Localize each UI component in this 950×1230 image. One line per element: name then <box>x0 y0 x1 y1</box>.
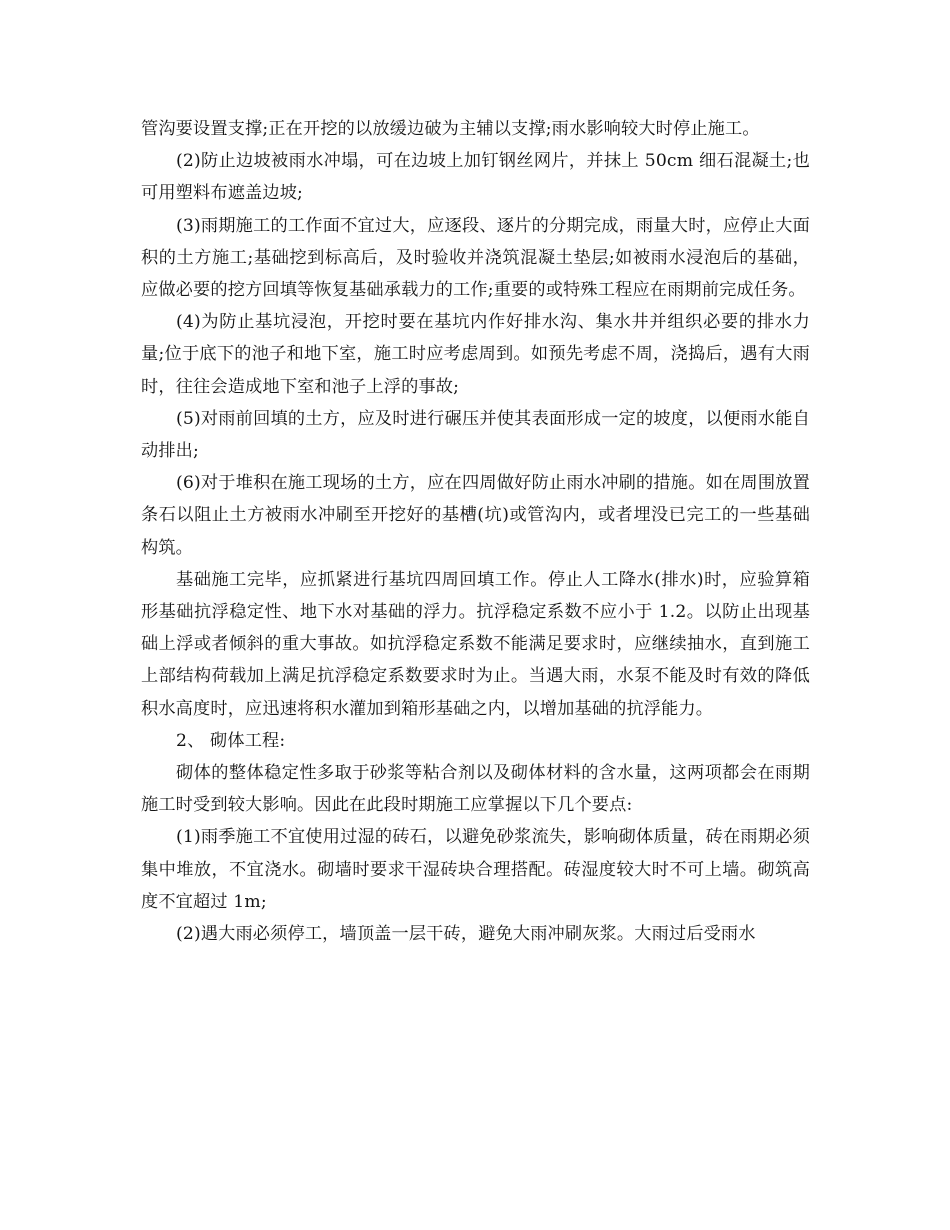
paragraph-item-5: (5)对雨前回填的土方，应及时进行碾压并使其表面形成一定的坡度，以便雨水能自动排出; <box>141 408 810 462</box>
paragraph-foundation-backfill: 基础施工完毕，应抓紧进行基坑四周回填工作。停止人工降水(排水)时，应验算箱形基础抗浮稳定性、地下水对基础的浮力。抗浮稳定系数不应小于 1.2。以防止出现基础上浮或者倾斜的重大事故。如抗浮稳定系数不能满足要求时，应继续抽水，直到施工上部结构荷载加上满足抗浮稳定系数要求时为止。当遇大雨，水泵不能及时有效的降低积水高度时，应迅速将积水灌加到箱形基础之内，以增加基础的抗浮能力。 <box>141 569 810 719</box>
paragraph-item-6: (6)对于堆积在施工现场的土方，应在四周做好防止雨水冲刷的措施。如在周围放置条石以阻止土方被雨水冲刷至开挖好的基槽(坑)或管沟内，或者埋没已完工的一些基础构筑。 <box>141 473 810 558</box>
section-heading-masonry: 2、 砌体工程: <box>176 730 286 751</box>
paragraph-continuation: 管沟要设置支撑;正在开挖的以放缓边破为主辅以支撑;雨水影响较大时停止施工。 <box>141 119 760 139</box>
paragraph-item-4: (4)为防止基坑浸泡，开挖时要在基坑内作好排水沟、集水井并组织必要的排水力量;位于底下的池子和地下室，施工时应考虑周到。如预先考虑不周，浇捣后，遇有大雨时，往往会造成地下室和池子上浮的事故; <box>141 312 810 397</box>
paragraph-masonry-intro: 砌体的整体稳定性多取于砂浆等粘合剂以及砌体材料的含水量，这两项都会在雨期施工时受到较大影响。因此在此段时期施工应掌握以下几个要点: <box>141 763 810 816</box>
paragraph-item-3: (3)雨期施工的工作面不宜过大，应逐段、逐片的分期完成，雨量大时，应停止大面积的土方施工;基础挖到标高后，及时验收并浇筑混凝土垫层;如被雨水浸泡后的基础，应做必要的挖方回填等恢复基础承载力的工作;重要的或特殊工程应在雨期前完成任务。 <box>141 215 810 301</box>
paragraph-masonry-item-2: (2)遇大雨必须停工，墙顶盖一层干砖，避免大雨冲刷灰浆。大雨过后受雨水 <box>176 924 756 945</box>
document-body <box>141 113 810 950</box>
paragraph-masonry-item-1: (1)雨季施工不宜使用过湿的砖石，以避免砂浆流失，影响砌体质量，砖在雨期必须集中堆放，不宜浇水。砌墙时要求干湿砖块合理搭配。砖湿度较大时不可上墙。砌筑高度不宜超过 1m; <box>141 827 810 912</box>
paragraph-item-2: (2)防止边坡被雨水冲塌，可在边坡上加钉钢丝网片，并抹上 50cm 细石混凝土;也可用塑料布遮盖边坡; <box>141 151 810 204</box>
